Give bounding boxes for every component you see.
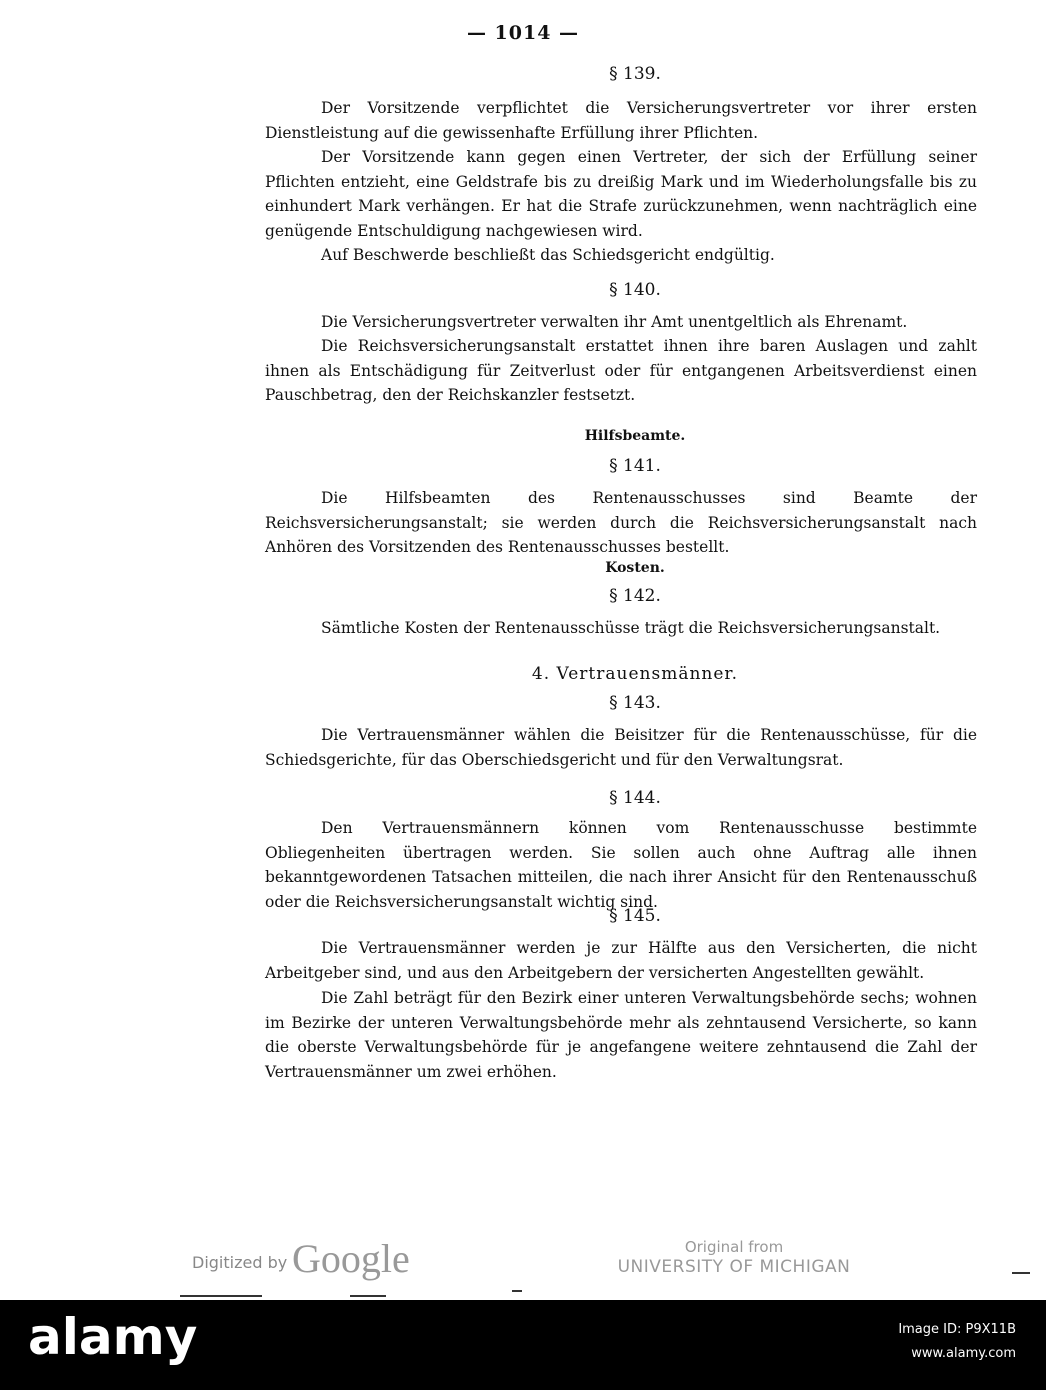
image-id-label: Image ID: P9X11B	[898, 1322, 1016, 1337]
section-139-paragraph-2: Der Vorsitzende kann gegen einen Vertreter, der sich der Erfüllung seiner Pflichten entzieht, eine Geldstrafe bis zu dreißig Mark und im Wiederholungsfalle bis zu einhundert Mark verhängen. Er hat die Strafe zurückzunehmen, wenn nachträglich eine genügende Entschuldigung nachgewiesen wird.	[265, 148, 977, 240]
digitized-by-label: Digitized by	[192, 1253, 288, 1272]
section-142-heading: § 142.	[609, 586, 661, 606]
original-from-label: Original from	[684, 1238, 784, 1256]
section-145-heading: § 145.	[609, 906, 661, 926]
university-label: UNIVERSITY OF MICHIGAN	[617, 1257, 851, 1277]
section-139-paragraph-3: Auf Beschwerde beschließt das Schiedsgericht endgültig.	[321, 246, 775, 264]
scan-mark	[350, 1295, 386, 1297]
digitization-footer	[0, 1235, 1046, 1285]
scan-mark	[1012, 1272, 1030, 1274]
section-140-paragraph-1: Die Versicherungsvertreter verwalten ihr Amt unentgeltlich als Ehrenamt.	[321, 313, 908, 331]
section-141-heading: § 141.	[609, 456, 661, 476]
section-144-heading: § 144.	[609, 788, 661, 808]
section-140-paragraph-2: Die Reichsversicherungsanstalt erstattet ihnen ihre baren Auslagen und zahlt ihnen als Entschädigung für Zeitverlust oder für entgangenen Arbeitsverdienst einen Pauschbetrag, den der Reichskanzler festsetzt.	[265, 337, 977, 404]
section-142-paragraph-1: Sämtliche Kosten der Rentenausschüsse trägt die Reichsversicherungsanstalt.	[321, 619, 941, 637]
scan-mark	[180, 1295, 262, 1297]
alamy-logo: alamy	[28, 1308, 198, 1366]
subheading-hilfsbeamte: Hilfsbeamte.	[584, 428, 686, 444]
section-145-paragraph-1: Die Vertrauensmänner werden je zur Hälfte aus den Versicherten, die nicht Arbeitgeber sind, und aus den Arbeitgebern der versicherten Angestellten gewählt.	[265, 939, 977, 982]
subheading-kosten: Kosten.	[605, 560, 665, 576]
section-145-paragraph-2: Die Zahl beträgt für den Bezirk einer unteren Verwaltungsbehörde sechs; wohnen im Bezirke der unteren Verwaltungsbehörde mehr als zehntausend Versicherte, so kann die oberste Verwaltungsbehörde für je angefangene weitere zehntausend die Zahl der Vertrauensmänner um zwei erhöhen.	[265, 989, 977, 1081]
site-url-label: www.alamy.com	[911, 1346, 1016, 1361]
section-139-heading: § 139.	[609, 64, 661, 84]
section-141-paragraph-1: Die Hilfsbeamten des Rentenausschusses sind Beamte der Reichsversicherungsanstalt; sie werden durch die Reichsversicherungsanstalt nach Anhören des Vorsitzenden des Rentenausschusses bestellt.	[265, 489, 977, 556]
alamy-banner	[0, 1300, 1046, 1390]
chapter-heading: 4. Vertrauensmänner.	[531, 664, 739, 684]
section-143-paragraph-1: Die Vertrauensmänner wählen die Beisitzer für die Rentenausschüsse, für die Schiedsgerichte, für das Oberschiedsgericht und für den Verwaltungsrat.	[265, 726, 977, 769]
scan-mark	[512, 1290, 522, 1292]
section-143-heading: § 143.	[609, 693, 661, 713]
page-number: — 1014 —	[466, 22, 580, 44]
section-140-heading: § 140.	[609, 280, 661, 300]
section-139-paragraph-1: Der Vorsitzende verpflichtet die Versicherungsvertreter vor ihrer ersten Dienstleistung auf die gewissenhafte Erfüllung ihrer Pflichten.	[265, 99, 977, 142]
section-144-paragraph-1: Den Vertrauensmännern können vom Rentenausschusse bestimmte Obliegenheiten übertragen werden. Sie sollen auch ohne Auftrag alle ihnen bekanntgewordenen Tatsachen mitteilen, die nach ihrer Ansicht für den Rentenausschuß oder die Reichsversicherungsanstalt wichtig sind.	[265, 819, 977, 911]
google-logo: Google	[292, 1236, 410, 1281]
